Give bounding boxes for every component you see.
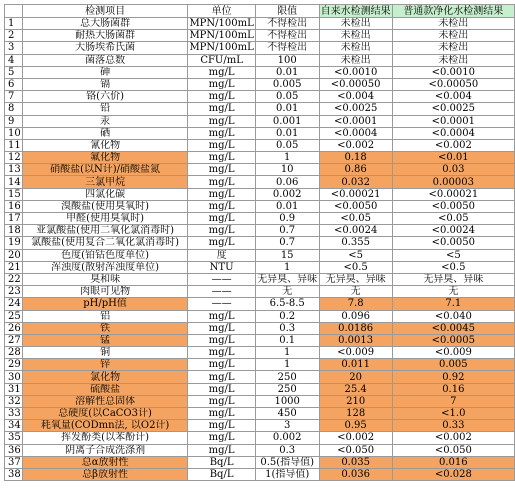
header-purifier-result: 普通款净化水检测结果 <box>392 5 514 18</box>
cell-unit: mg/L <box>188 188 255 200</box>
cell-limit: 0.05 <box>255 139 319 151</box>
cell-purifier-result: <0.0024 <box>392 225 514 237</box>
cell-tap-result: 7.8 <box>319 298 392 310</box>
cell-unit: Bq/L <box>188 456 255 468</box>
cell-unit: mg/L <box>188 371 255 383</box>
cell-unit: mg/L <box>188 347 255 359</box>
cell-num: 4 <box>5 54 23 66</box>
cell-limit: 0.01 <box>255 103 319 115</box>
table-row <box>5 152 515 164</box>
table-row <box>5 322 515 334</box>
cell-tap-result: 0.035 <box>319 456 392 468</box>
table-row <box>5 30 515 42</box>
cell-item: 四氯化碳 <box>22 188 188 200</box>
table-row <box>5 91 515 103</box>
cell-unit: —— <box>188 273 255 285</box>
table-row <box>5 395 515 407</box>
cell-item: 总α放射性 <box>22 456 188 468</box>
header-row <box>5 5 515 18</box>
cell-tap-result: <0.0024 <box>319 225 392 237</box>
table-row <box>5 359 515 371</box>
cell-tap-result: <0.00050 <box>319 78 392 90</box>
cell-unit: CFU/mL <box>188 54 255 66</box>
cell-num: 38 <box>5 468 23 480</box>
cell-item: 耗氧量(CODmn法, 以O2计) <box>22 420 188 432</box>
table-row <box>5 371 515 383</box>
cell-tap-result: 0.86 <box>319 164 392 176</box>
table-row <box>5 78 515 90</box>
cell-num: 12 <box>5 152 23 164</box>
cell-purifier-result: 未检出 <box>392 54 514 66</box>
cell-tap-result: 210 <box>319 395 392 407</box>
table-row <box>5 432 515 444</box>
cell-unit: 度 <box>188 249 255 261</box>
cell-num: 19 <box>5 237 23 249</box>
table-row <box>5 456 515 468</box>
cell-num: 11 <box>5 139 23 151</box>
cell-tap-result: 0.0013 <box>319 334 392 346</box>
cell-limit: 0.5(指导值) <box>255 456 319 468</box>
cell-item: 甲醛(使用臭氧时) <box>22 213 188 225</box>
cell-num: 5 <box>5 66 23 78</box>
cell-item: 硒 <box>22 127 188 139</box>
cell-unit: mg/L <box>188 310 255 322</box>
cell-num: 24 <box>5 298 23 310</box>
cell-unit: mg/L <box>188 383 255 395</box>
cell-unit: mg/L <box>188 200 255 212</box>
cell-tap-result: 0.355 <box>319 237 392 249</box>
cell-item: 浑浊度(散射浑浊度单位) <box>22 261 188 273</box>
cell-limit: 250 <box>255 383 319 395</box>
table-row <box>5 225 515 237</box>
cell-unit: mg/L <box>188 91 255 103</box>
cell-item: 铅 <box>22 103 188 115</box>
cell-item: 溴酸盐(使用臭氧时) <box>22 200 188 212</box>
table-row <box>5 176 515 188</box>
cell-limit: 0.06 <box>255 176 319 188</box>
cell-limit: 1 <box>255 359 319 371</box>
cell-item: 挥发酚类(以苯酚计) <box>22 432 188 444</box>
cell-purifier-result: <0.002 <box>392 139 514 151</box>
cell-unit: MPN/100mL <box>189 42 254 54</box>
cell-purifier-result: <0.028 <box>392 468 514 480</box>
cell-purifier-result: <0.0025 <box>392 103 514 115</box>
cell-item: 铬(六价) <box>22 91 188 103</box>
cell-unit: mg/L <box>188 78 255 90</box>
cell-tap-result: <0.5 <box>319 261 392 273</box>
cell-purifier-result: <0.0001 <box>392 115 514 127</box>
cell-tap-result: <0.0025 <box>319 103 392 115</box>
cell-tap-result: 未检出 <box>319 42 392 54</box>
cell-num: 14 <box>5 176 23 188</box>
cell-item: 耐热大肠菌群 <box>22 30 188 42</box>
cell-unit: MPN/100mL <box>189 18 254 30</box>
cell-unit: mg/L <box>188 103 255 115</box>
cell-item: 锰 <box>22 334 188 346</box>
cell-tap-result: <0.002 <box>319 432 392 444</box>
cell-num: 6 <box>5 78 23 90</box>
table-row <box>5 188 515 200</box>
cell-unit: Bq/L <box>188 468 255 480</box>
cell-unit: mg/L <box>188 152 255 164</box>
cell-num: 30 <box>5 371 23 383</box>
table-row <box>5 310 515 322</box>
cell-purifier-result: <0.004 <box>392 91 514 103</box>
cell-tap-result: 0.0186 <box>319 322 392 334</box>
cell-limit: 0.7 <box>255 225 319 237</box>
cell-unit: mg/L <box>188 432 255 444</box>
cell-unit: NTU <box>188 261 255 273</box>
table-row <box>5 139 515 151</box>
cell-limit: 10 <box>255 164 319 176</box>
cell-purifier-result: 0.92 <box>392 371 514 383</box>
cell-tap-result: 20 <box>319 371 392 383</box>
cell-limit: 0.005 <box>255 78 319 90</box>
cell-purifier-result: <0.05 <box>392 213 514 225</box>
header-unit: 单位 <box>188 5 255 18</box>
cell-purifier-result: <1.0 <box>392 408 514 420</box>
cell-num: 34 <box>5 420 23 432</box>
cell-tap-result: <0.0010 <box>319 66 392 78</box>
table-body <box>5 18 515 481</box>
table-row <box>5 249 515 261</box>
table-row <box>5 115 515 127</box>
cell-unit: mg/L <box>188 164 255 176</box>
table-row <box>5 444 515 456</box>
cell-purifier-result: <0.050 <box>392 444 514 456</box>
cell-unit: mg/L <box>188 213 255 225</box>
cell-limit: 15 <box>255 249 319 261</box>
cell-purifier-result: 未检出 <box>392 18 514 30</box>
table-row <box>5 54 515 66</box>
cell-purifier-result: 0.03 <box>392 164 514 176</box>
cell-num: 32 <box>5 395 23 407</box>
cell-tap-result: 未检出 <box>319 30 392 42</box>
cell-item: 总大肠菌群 <box>22 18 188 30</box>
cell-num: 35 <box>5 432 23 444</box>
cell-unit: mg/L <box>188 444 255 456</box>
cell-num: 33 <box>5 408 23 420</box>
cell-num: 36 <box>5 444 23 456</box>
cell-purifier-result: <0.009 <box>392 347 514 359</box>
cell-tap-result: <0.0050 <box>319 200 392 212</box>
cell-limit: 0.3 <box>255 322 319 334</box>
cell-limit: 不得检出 <box>255 18 319 30</box>
cell-limit: 无异臭、异味 <box>257 274 318 286</box>
cell-unit: mg/L <box>188 408 255 420</box>
cell-limit: 450 <box>255 408 319 420</box>
cell-unit: mg/L <box>188 420 255 432</box>
cell-purifier-result: <0.040 <box>392 310 514 322</box>
cell-purifier-result: <0.5 <box>392 261 514 273</box>
table-row <box>5 213 515 225</box>
cell-item: 锌 <box>22 359 188 371</box>
cell-unit: mg/L <box>188 127 255 139</box>
cell-purifier-result: <0.00050 <box>392 78 514 90</box>
cell-num: 3 <box>5 42 23 54</box>
cell-item: 色度(铂钴色度单位) <box>22 249 188 261</box>
cell-purifier-result: <0.0005 <box>392 334 514 346</box>
cell-limit: 0.1 <box>255 334 319 346</box>
table-row <box>5 103 515 115</box>
cell-limit: 0.3 <box>255 444 319 456</box>
cell-limit: 1 <box>255 261 319 273</box>
cell-unit: mg/L <box>188 225 255 237</box>
cell-purifier-result: 未检出 <box>392 42 514 54</box>
table-row <box>5 334 515 346</box>
table-row <box>5 420 515 432</box>
cell-item: 阴离子合成洗涤剂 <box>22 444 188 456</box>
table-row <box>5 468 515 480</box>
cell-tap-result: 0.096 <box>319 310 392 322</box>
cell-item: 菌落总数 <box>22 54 188 66</box>
cell-tap-result: <5 <box>319 249 392 261</box>
cell-item: pH/pH值 <box>22 298 188 310</box>
cell-item: 氰化物 <box>22 139 188 151</box>
cell-unit: mg/L <box>188 395 255 407</box>
table-row <box>5 347 515 359</box>
cell-tap-result: 未检出 <box>319 54 392 66</box>
cell-purifier-result: <0.002 <box>392 432 514 444</box>
water-quality-table <box>4 4 515 481</box>
cell-purifier-result: <0.0050 <box>392 237 514 249</box>
cell-tap-result: 0.011 <box>319 359 392 371</box>
cell-tap-result: 0.18 <box>319 152 392 164</box>
cell-unit: mg/L <box>188 359 255 371</box>
cell-num: 26 <box>5 322 23 334</box>
cell-num: 8 <box>5 103 23 115</box>
cell-num: 20 <box>5 249 23 261</box>
cell-tap-result: 0.95 <box>319 420 392 432</box>
cell-limit: 1(指导值) <box>255 468 319 480</box>
cell-num: 16 <box>5 200 23 212</box>
cell-tap-result: 128 <box>319 408 392 420</box>
cell-limit: 0.01 <box>255 127 319 139</box>
cell-unit: —— <box>188 286 255 298</box>
cell-purifier-result: <5 <box>392 249 514 261</box>
cell-limit: 0.05 <box>255 91 319 103</box>
cell-item: 臭和味 <box>22 273 188 285</box>
header-tap-result: 自来水检测结果 <box>320 5 391 17</box>
cell-tap-result: 无异臭、异味 <box>319 273 392 285</box>
cell-tap-result: <0.0001 <box>319 115 392 127</box>
cell-item: 硫酸盐 <box>22 383 188 395</box>
cell-limit: 6.5-8.5 <box>255 298 319 310</box>
cell-num: 9 <box>5 115 23 127</box>
cell-limit: 不得检出 <box>255 42 319 54</box>
cell-limit: 0.01 <box>255 66 319 78</box>
cell-purifier-result: <0.01 <box>392 152 514 164</box>
table-row <box>5 164 515 176</box>
cell-item: 铝 <box>22 310 188 322</box>
cell-unit: MPN/100mL <box>189 30 254 42</box>
cell-num: 10 <box>5 127 23 139</box>
table-row <box>5 261 515 273</box>
cell-purifier-result: 0.33 <box>392 420 514 432</box>
cell-tap-result: <0.00021 <box>319 188 392 200</box>
cell-unit: mg/L <box>188 139 255 151</box>
cell-unit: mg/L <box>188 66 255 78</box>
cell-purifier-result: 无异臭、异味 <box>392 273 514 285</box>
cell-limit: 0.01 <box>255 200 319 212</box>
cell-purifier-result: <0.0010 <box>392 66 514 78</box>
cell-purifier-result: 0.005 <box>392 359 514 371</box>
header-num <box>5 5 23 18</box>
cell-item: 铜 <box>22 347 188 359</box>
cell-limit: 3 <box>255 420 319 432</box>
cell-limit: 1 <box>255 347 319 359</box>
cell-num: 1 <box>5 18 23 30</box>
cell-limit: 不得检出 <box>255 30 319 42</box>
cell-limit: 1000 <box>255 395 319 407</box>
cell-num: 15 <box>5 188 23 200</box>
cell-unit: mg/L <box>188 115 255 127</box>
cell-purifier-result: <0.0045 <box>392 322 514 334</box>
cell-num: 31 <box>5 383 23 395</box>
cell-item: 三氯甲烷 <box>22 176 188 188</box>
cell-item: 总β放射性 <box>22 468 188 480</box>
cell-num: 17 <box>5 213 23 225</box>
header-limit: 限值 <box>255 5 319 18</box>
cell-limit: 0.7 <box>255 237 319 249</box>
cell-unit: —— <box>188 298 255 310</box>
cell-tap-result: 未检出 <box>319 18 392 30</box>
table-row <box>5 298 515 310</box>
cell-tap-result: <0.002 <box>319 139 392 151</box>
cell-tap-result: <0.0004 <box>319 127 392 139</box>
cell-purifier-result: 7.1 <box>392 298 514 310</box>
cell-item: 总硬度(以CaCO3计) <box>22 408 188 420</box>
cell-unit: mg/L <box>188 322 255 334</box>
cell-tap-result: 25.4 <box>319 383 392 395</box>
table-row <box>5 66 515 78</box>
cell-limit: 0.002 <box>255 188 319 200</box>
cell-limit: 无 <box>255 286 319 298</box>
cell-tap-result: <0.05 <box>319 213 392 225</box>
cell-tap-result: <0.009 <box>319 347 392 359</box>
cell-tap-result: 0.036 <box>319 468 392 480</box>
cell-purifier-result: 7 <box>392 395 514 407</box>
cell-num: 21 <box>5 261 23 273</box>
cell-num: 37 <box>5 456 23 468</box>
cell-item: 砷 <box>22 66 188 78</box>
table-row <box>5 42 515 54</box>
cell-item: 铁 <box>22 322 188 334</box>
cell-num: 29 <box>5 359 23 371</box>
cell-num: 25 <box>5 310 23 322</box>
cell-item: 氟化物 <box>22 152 188 164</box>
cell-purifier-result: 0.16 <box>392 383 514 395</box>
cell-tap-result: 无 <box>319 286 392 298</box>
cell-item: 肉眼可见物 <box>22 286 188 298</box>
cell-num: 27 <box>5 334 23 346</box>
cell-item: 硝酸盐(以N计)/硝酸盐氮 <box>22 164 188 176</box>
cell-unit: mg/L <box>188 176 255 188</box>
cell-item: 亚氯酸盐(使用二氧化氯消毒时) <box>22 225 188 237</box>
header-item: 检测项目 <box>22 5 188 18</box>
table-row <box>5 286 515 298</box>
cell-item: 氯化物 <box>22 371 188 383</box>
cell-num: 23 <box>5 286 23 298</box>
cell-num: 22 <box>5 273 23 285</box>
cell-item: 汞 <box>22 115 188 127</box>
cell-item: 镉 <box>22 78 188 90</box>
cell-purifier-result: <0.00021 <box>392 188 514 200</box>
cell-num: 7 <box>5 91 23 103</box>
cell-num: 28 <box>5 347 23 359</box>
cell-purifier-result: <0.0050 <box>392 200 514 212</box>
cell-limit: 1 <box>255 152 319 164</box>
cell-tap-result: <0.050 <box>319 444 392 456</box>
cell-num: 2 <box>5 30 23 42</box>
cell-num: 13 <box>5 164 23 176</box>
table-row <box>5 408 515 420</box>
cell-tap-result: <0.004 <box>319 91 392 103</box>
cell-limit: 250 <box>255 371 319 383</box>
table-row <box>5 273 515 285</box>
cell-purifier-result: 0.00003 <box>392 176 514 188</box>
cell-purifier-result: <0.0004 <box>392 127 514 139</box>
table-row <box>5 127 515 139</box>
cell-unit: mg/L <box>188 334 255 346</box>
cell-item: 大肠埃希氏菌 <box>22 42 188 54</box>
cell-item: 氯酸盐(使用复合二氧化氯消毒时) <box>22 237 188 249</box>
cell-limit: 0.002 <box>255 432 319 444</box>
cell-purifier-result: 无 <box>392 286 514 298</box>
table-row <box>5 237 515 249</box>
table-row <box>5 18 515 30</box>
cell-limit: 100 <box>255 54 319 66</box>
cell-limit: 0.001 <box>255 115 319 127</box>
cell-purifier-result: 未检出 <box>392 30 514 42</box>
table-row <box>5 200 515 212</box>
table-row <box>5 383 515 395</box>
cell-unit: mg/L <box>188 237 255 249</box>
cell-limit: 0.2 <box>255 310 319 322</box>
cell-item: 溶解性总固体 <box>22 395 188 407</box>
cell-purifier-result: 0.016 <box>392 456 514 468</box>
cell-tap-result: 0.032 <box>319 176 392 188</box>
cell-num: 18 <box>5 225 23 237</box>
cell-limit: 0.9 <box>255 213 319 225</box>
